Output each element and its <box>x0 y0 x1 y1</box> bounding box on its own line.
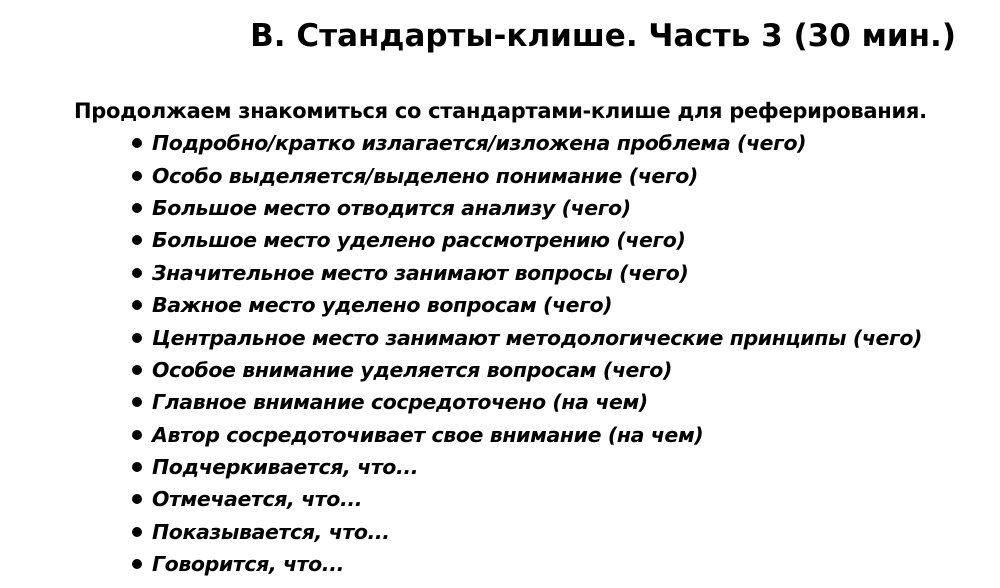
list-item-text: Подробно/кратко излагается/изложена проблема (чего) <box>152 131 807 156</box>
bullet-icon <box>132 365 142 375</box>
list-item-text: Особо выделяется/выделено понимание (чего) <box>152 163 698 188</box>
list-item <box>128 257 922 289</box>
list-item <box>128 354 922 386</box>
bullet-icon <box>132 268 142 278</box>
list-item-text: Особое внимание уделяется вопросам (чего) <box>152 357 672 382</box>
slide-title: B. Стандарты-клише. Часть 3 (30 мин.) <box>250 18 956 54</box>
bullet-icon <box>132 397 142 407</box>
bullet-icon <box>132 333 142 343</box>
bullet-icon <box>132 494 142 504</box>
list-item-text: Главное внимание сосредоточено (на чем) <box>152 390 648 415</box>
list-item <box>128 159 922 191</box>
bullet-icon <box>132 462 142 472</box>
list-item-text: Говорится, что... <box>152 552 344 577</box>
bullet-icon <box>132 138 142 148</box>
cliche-list <box>128 127 922 580</box>
bullet-icon <box>132 300 142 310</box>
list-item <box>128 224 922 256</box>
bullet-icon <box>132 430 142 440</box>
list-item <box>128 451 922 483</box>
bullet-icon <box>132 171 142 181</box>
list-item-text: Важное место уделено вопросам (чего) <box>152 293 613 318</box>
list-item-text: Показывается, что... <box>152 519 390 544</box>
list-item <box>128 419 922 451</box>
list-item <box>128 548 922 580</box>
bullet-icon <box>132 527 142 537</box>
list-item <box>128 516 922 548</box>
list-item-text: Большое место уделено рассмотрению (чего) <box>152 228 686 253</box>
list-item-text: Отмечается, что... <box>152 487 363 512</box>
bullet-icon <box>132 235 142 245</box>
bullet-icon <box>132 203 142 213</box>
list-item-text: Центральное место занимают методологические принципы (чего) <box>152 325 923 350</box>
list-item-text: Большое место отводится анализу (чего) <box>152 195 631 220</box>
list-item <box>128 192 922 224</box>
list-item <box>128 386 922 418</box>
list-item <box>128 321 922 353</box>
intro-text: Продолжаем знакомиться со стандартами-клише для реферирования. <box>74 99 927 123</box>
list-item <box>128 127 922 159</box>
list-item <box>128 483 922 515</box>
list-item-text: Автор сосредоточивает свое внимание (на чем) <box>152 422 704 447</box>
list-item-text: Значительное место занимают вопросы (чего) <box>152 260 689 285</box>
bullet-icon <box>132 559 142 569</box>
list-item <box>128 289 922 321</box>
list-item-text: Подчеркивается, что... <box>152 455 419 480</box>
